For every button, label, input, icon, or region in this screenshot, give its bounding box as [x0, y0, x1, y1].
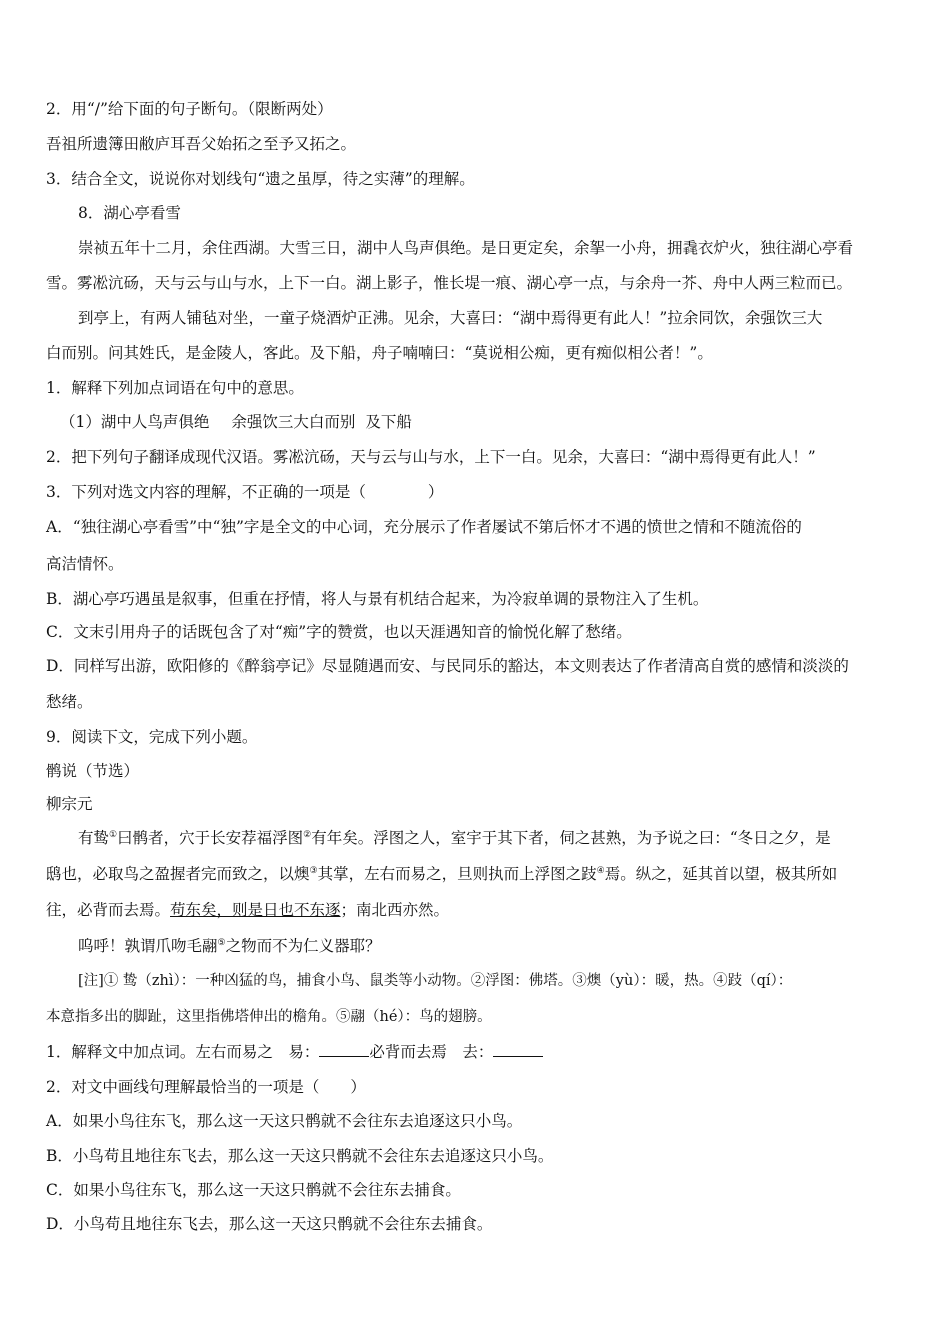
passage-8-line: 崇祯五年十二月，余住西湖。大雪三日，湖中人鸟声俱绝。是日更定矣，余挐一小舟，拥毳衣炉火，独往湖心亭看	[78, 239, 854, 257]
footnote-marker: ③	[309, 865, 318, 876]
s8-question-1: 1．解释下列加点词语在句中的意思。	[46, 379, 304, 397]
footnote-marker: ⑤	[217, 937, 226, 948]
s8-q1-item: 余强饮三大白而别	[231, 413, 356, 431]
passage-9-line: 鸱也，必取鸟之盈握者完而致之，以燠③其掌，左右而易之，旦则执而上浮图之跂④焉。纵之，延其首以望，极其所如	[46, 865, 838, 883]
s8-option-c: C．文末引用舟子的话既包含了对“痴”字的赞赏，也以天涯遇知音的愉悦化解了愁绪。	[46, 623, 632, 641]
answer-blank[interactable]	[319, 1042, 369, 1057]
footnote-marker: ①	[109, 829, 118, 840]
q3-title: 3．结合全文，说说你对划线句“遗之虽厚，待之实薄”的理解。	[46, 170, 475, 188]
s9-option-d: D．小鸟苟且地往东飞去，那么这一天这只鹘就不会往东去捕食。	[46, 1215, 493, 1233]
passage-9-line: 呜呼！孰谓爪吻毛翮⑤之物而不为仁义器耶？	[78, 937, 381, 955]
s8-option-b: B．湖心亭巧遇虽是叙事，但重在抒情，将人与景有机结合起来，为冷寂单调的景物注入了生机。	[46, 590, 709, 608]
passage-9-author: 柳宗元	[46, 795, 93, 813]
passage-9-line: 往，必背而去焉。苟东矣，则是日也不东逐；南北西亦然。	[46, 901, 450, 919]
passage-9-notes-cont: 本意指多出的脚趾，这里指佛塔伸出的檐角。⑤翮（hé）：鸟的翅膀。	[46, 1009, 492, 1025]
s8-question-2: 2．把下列句子翻译成现代汉语。雾凇沆砀，天与云与山与水，上下一白。见余，大喜曰：“湖中焉得更有此人！”	[46, 448, 816, 466]
passage-9-notes: [注]① 鸷（zhì）：一种凶猛的鸟，捕食小鸟、鼠类等小动物。②浮图：佛塔。③燠（yù）：暖，热。④跂（qí）：	[78, 973, 793, 989]
s8-option-a: A．“独往湖心亭看雪”中“独”字是全文的中心词，充分展示了作者屡试不第后怀才不遇的愤世之情和不随流俗的	[46, 518, 802, 536]
s9-option-b: B．小鸟苟且地往东飞去，那么这一天这只鹘就不会往东去追逐这只小鸟。	[46, 1147, 554, 1165]
s8-q1-item: 及下船	[365, 413, 412, 431]
s8-option-d: D．同样写出游，欧阳修的《醉翁亭记》尽显随遇而安、与民同乐的豁达，本文则表达了作者清高自赏的感情和淡淡的	[46, 657, 849, 675]
s9-question-1: 1．解释文中加点词。左右而易之 易： 必背而去焉 去：	[46, 1041, 908, 1063]
footnote-marker: ②	[303, 829, 312, 840]
s8-q1-item: （1）湖中人鸟声俱绝	[60, 413, 210, 431]
s8-option-d-cont: 愁绪。	[46, 693, 93, 711]
answer-blank[interactable]	[493, 1042, 543, 1057]
q2-sentence: 吾祖所遗簿田敝庐耳吾父始拓之至予又拓之。	[46, 135, 357, 153]
section-9-intro: 9．阅读下文，完成下列小题。	[46, 728, 258, 746]
s8-q1-items	[60, 411, 922, 433]
q2-title: 2．用“/”给下面的句子断句。（限断两处）	[46, 100, 333, 118]
passage-9-title: 鹘说（节选）	[46, 762, 140, 780]
passage-9-line: 有鸷①曰鹘者，穴于长安荐福浮图②有年矣。浮图之人，室宇于其下者，伺之甚熟，为予说之曰：“冬日之夕，是	[78, 829, 831, 847]
s9-question-2: 2．对文中画线句理解最恰当的一项是（ ）	[46, 1078, 366, 1096]
s9-option-c: C．如果小鸟往东飞，那么这一天这只鹘就不会往东去捕食。	[46, 1181, 461, 1199]
footnote-marker: ④	[596, 865, 605, 876]
s8-option-a-cont: 高洁情怀。	[46, 555, 124, 573]
s9-option-a: A．如果小鸟往东飞，那么这一天这只鹘就不会往东去追逐这只小鸟。	[46, 1112, 523, 1130]
underlined-sentence: 苟东矣，则是日也不东逐	[170, 901, 341, 919]
s8-question-3: 3．下列对选文内容的理解，不正确的一项是（ ）	[46, 483, 444, 501]
passage-8-line: 到亭上，有两人铺毡对坐，一童子烧酒炉正沸。见余，大喜曰：“湖中焉得更有此人！”拉余同饮，余强饮三大	[78, 309, 823, 327]
passage-8-line: 白而别。问其姓氏，是金陵人，客此。及下船，舟子喃喃曰：“莫说相公痴，更有痴似相公者！”。	[46, 344, 713, 362]
section-8-heading: 8．湖心亭看雪	[78, 204, 181, 222]
passage-8-line: 雪。雾凇沆砀，天与云与山与水，上下一白。湖上影子，惟长堤一痕、湖心亭一点，与余舟一芥、舟中人两三粒而已。	[46, 274, 853, 292]
